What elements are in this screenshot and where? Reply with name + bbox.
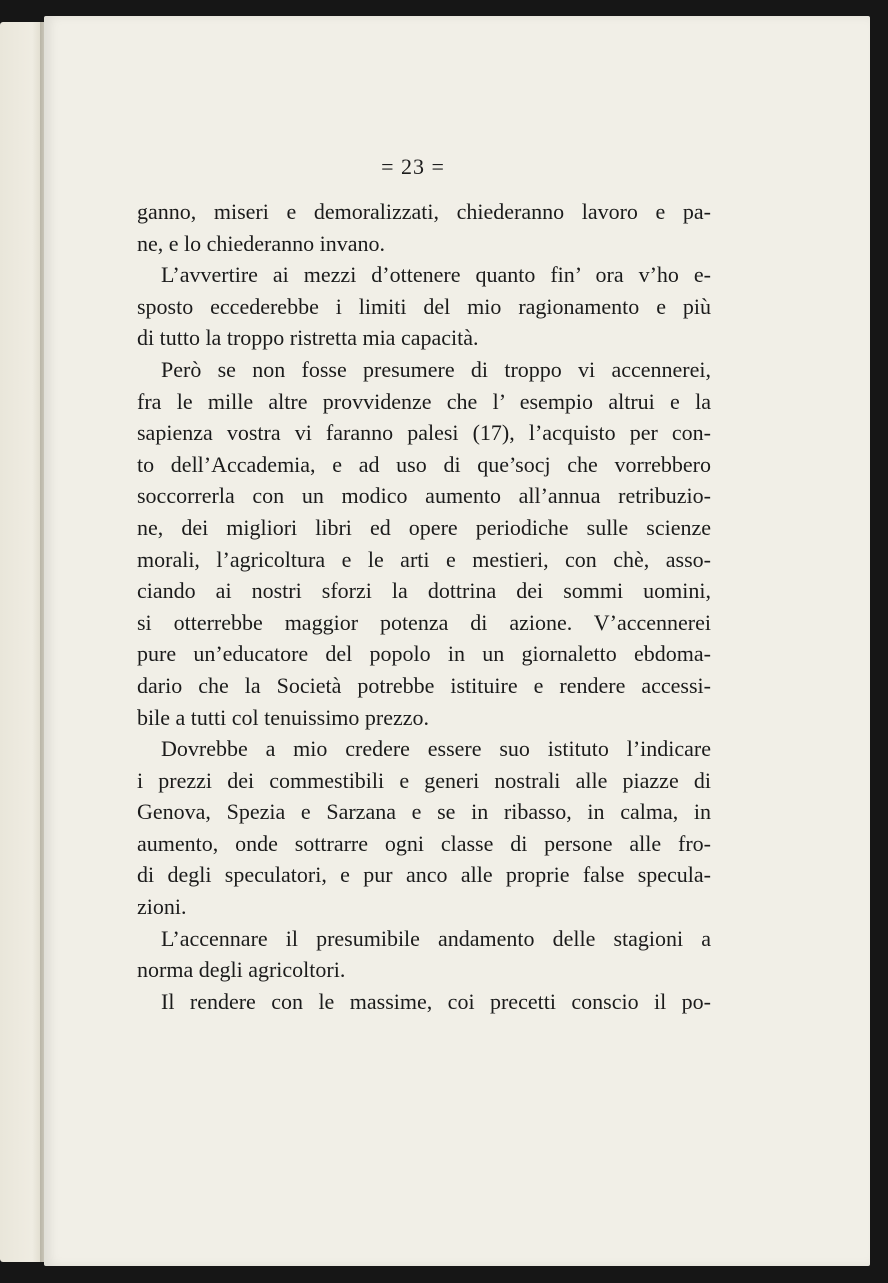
text-line: si otterrebbe maggior potenza di azione. V’accennerei: [137, 609, 711, 635]
text-line: Il rendere con le massime, coi precetti conscio il po-: [161, 988, 711, 1014]
text-line: Genova, Spezia e Sarzana e se in ribasso, in calma, in: [137, 799, 711, 825]
text-line: to dell’Accademia, e ad uso di que’socj che vorrebbero: [137, 451, 711, 477]
text-line: norma degli agricoltori.: [137, 957, 346, 983]
text-line: ne, dei migliori libri ed opere periodiche sulle scienze: [137, 514, 711, 540]
page-body-text: [137, 196, 711, 1017]
text-line: pure un’educatore del popolo in un giornaletto ebdoma-: [137, 641, 711, 667]
text-line: L’avvertire ai mezzi d’ottenere quanto fin’ ora v’ho e-: [161, 262, 711, 288]
text-line: zioni.: [137, 894, 187, 920]
text-line: Però se non fosse presumere di troppo vi accennerei,: [161, 356, 711, 382]
text-line: ne, e lo chiederanno invano.: [137, 230, 386, 256]
text-line: morali, l’agricoltura e le arti e mestieri, con chè, asso-: [137, 546, 711, 572]
text-line: fra le mille altre provvidenze che l’ esempio altrui e la: [137, 388, 711, 414]
page-number: = 23 =: [381, 154, 445, 179]
text-line: bile a tutti col tenuissimo prezzo.: [137, 704, 430, 730]
text-line: soccorrerla con un modico aumento all’annua retribuzio-: [137, 483, 711, 509]
text-line: i prezzi dei commestibili e generi nostrali alle piazze di: [137, 767, 711, 793]
text-line: dario che la Società potrebbe istituire e rendere accessi-: [137, 672, 711, 698]
text-line: Dovrebbe a mio credere essere suo istituto l’indicare: [161, 736, 711, 762]
text-line: di degli speculatori, e pur anco alle proprie false specula-: [137, 862, 711, 888]
text-line: ciando ai nostri sforzi la dottrina dei sommi uomini,: [137, 578, 711, 604]
text-line: sapienza vostra vi faranno palesi (17), l’acquisto per con-: [137, 420, 711, 446]
text-line: di tutto la troppo ristretta mia capacità.: [137, 325, 479, 351]
text-line: L’accennare il presumibile andamento delle stagioni a: [161, 925, 711, 951]
text-line: ganno, miseri e demoralizzati, chiederanno lavoro e pa-: [137, 199, 711, 224]
text-line: sposto eccederebbe i limiti del mio ragionamento e più: [137, 293, 711, 319]
text-line: aumento, onde sottrarre ogni classe di persone alle fro-: [137, 830, 711, 856]
